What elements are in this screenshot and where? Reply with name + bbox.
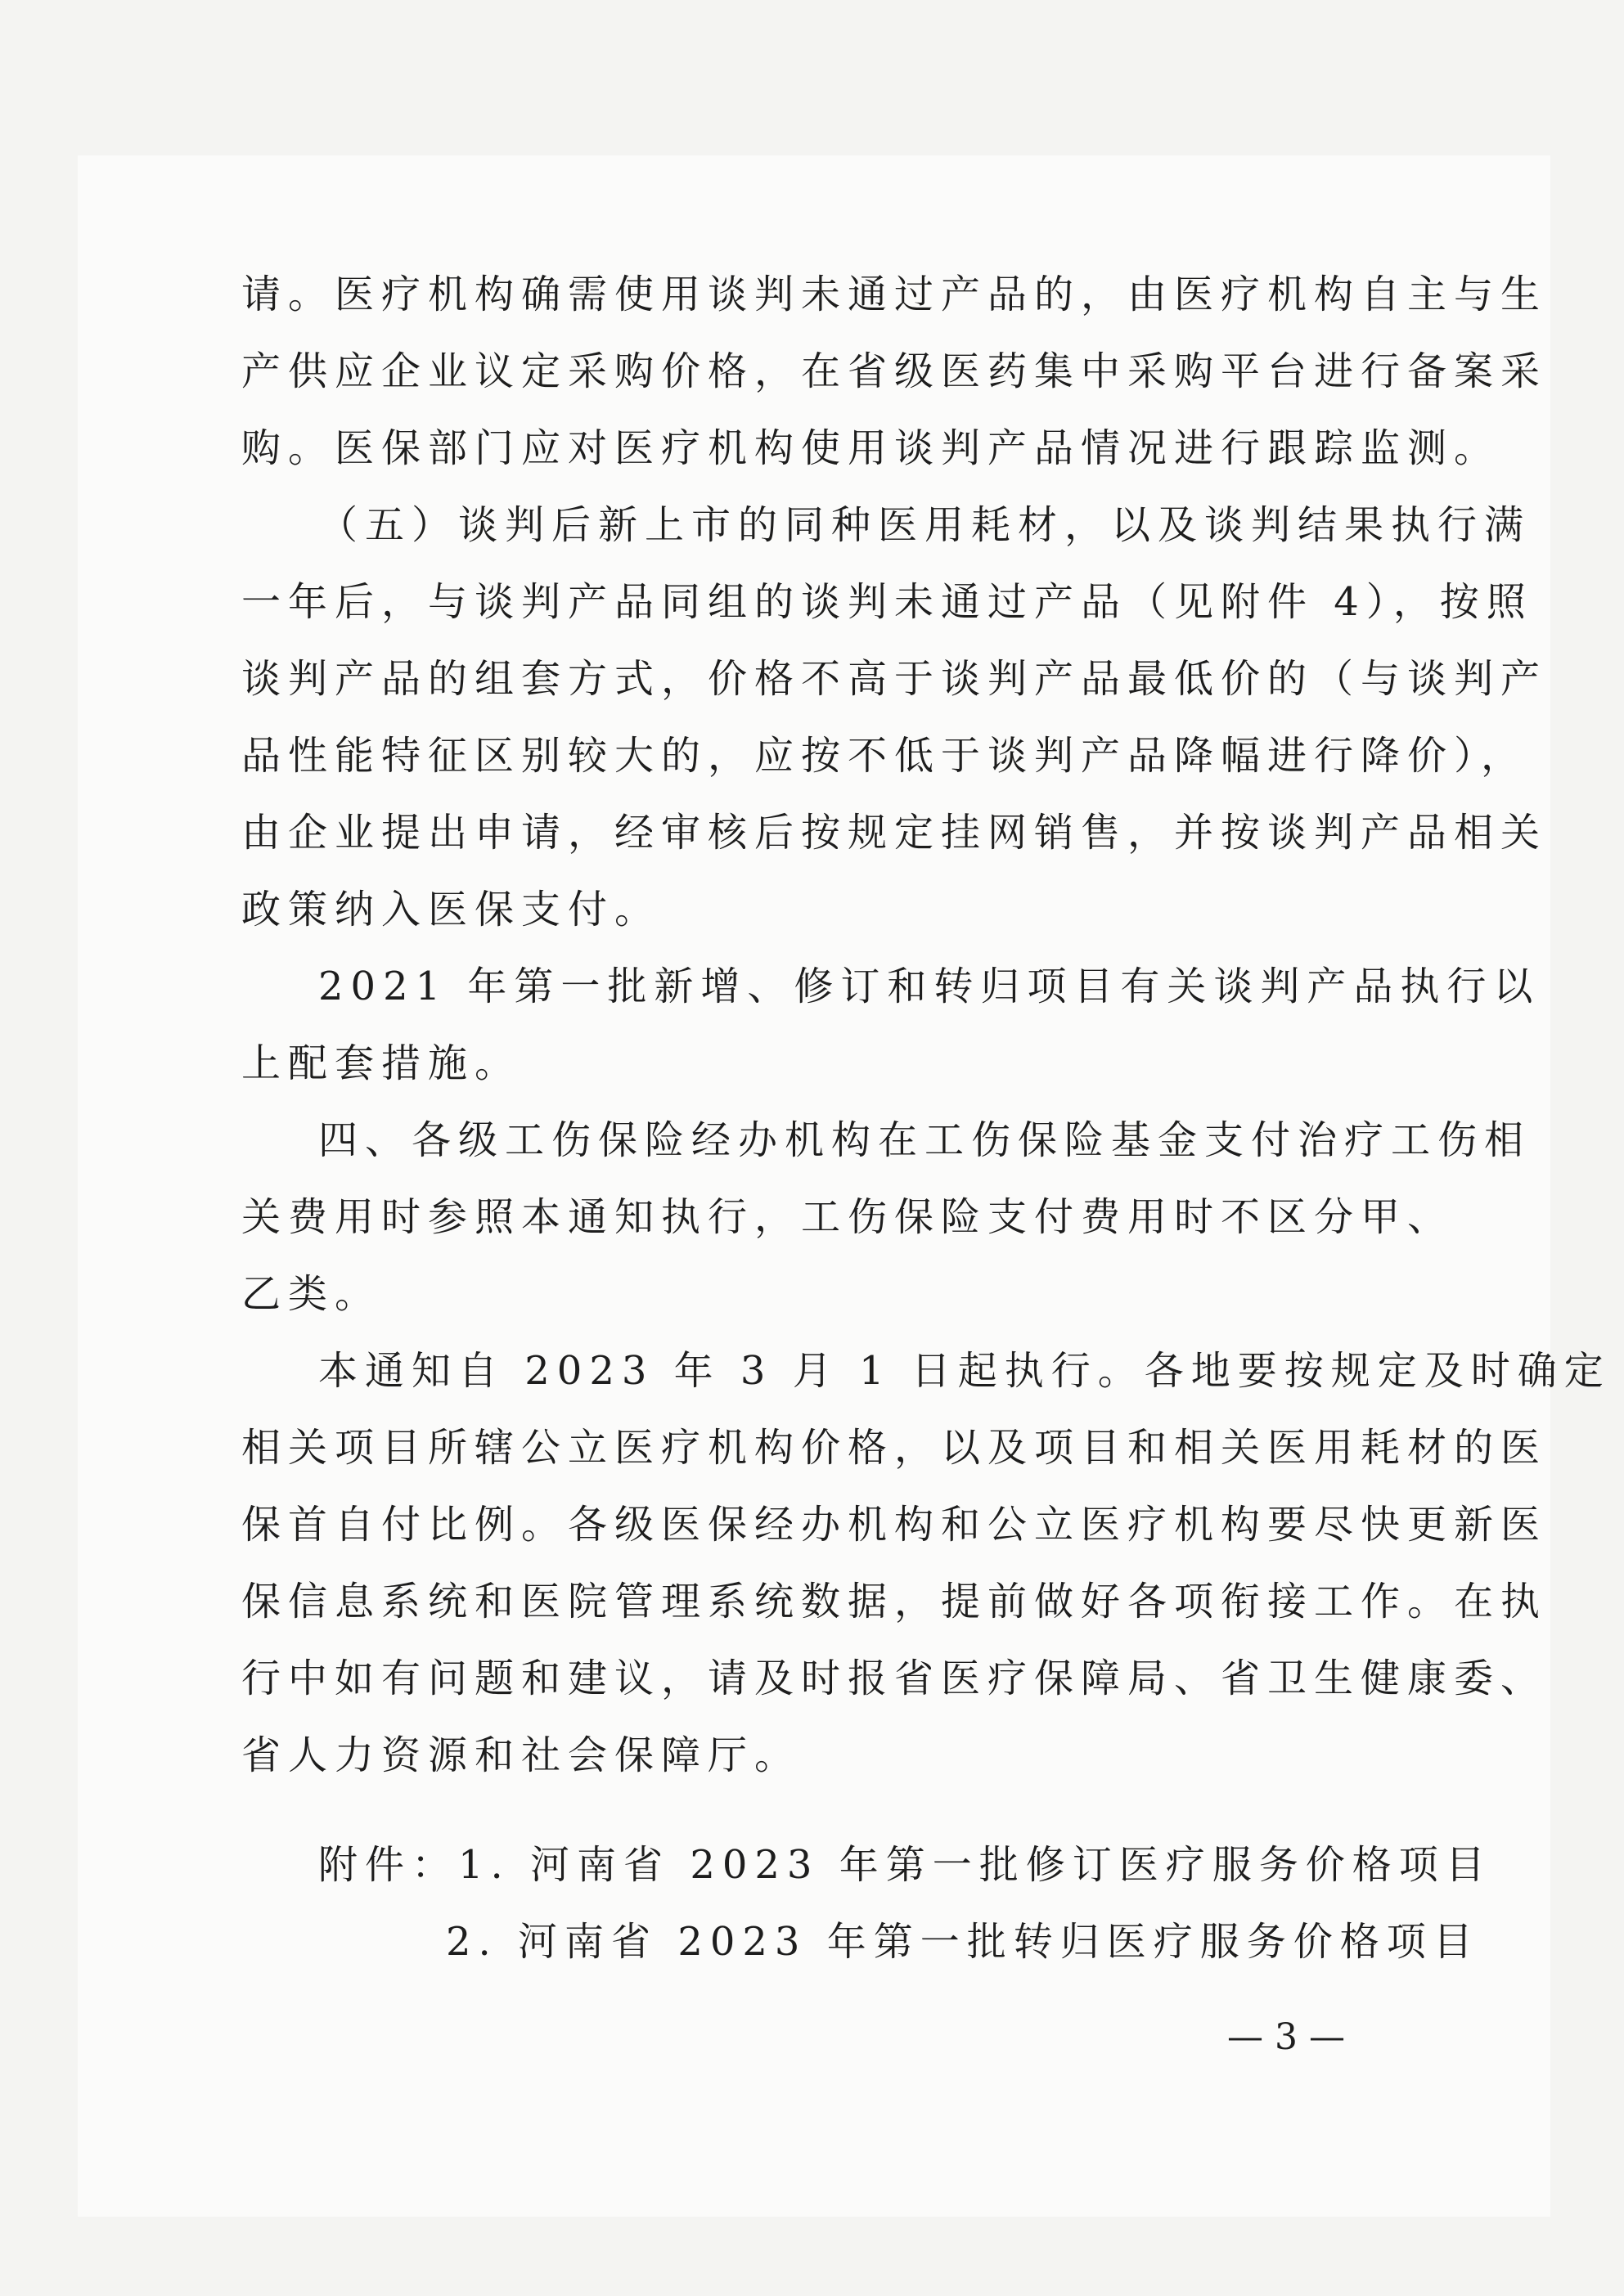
text-line: 一年后，与谈判产品同组的谈判未通过产品（见附件 4），按照 xyxy=(241,579,1533,625)
text-line: 四、各级工伤保险经办机构在工伤保险基金支付治疗工伤相 xyxy=(318,1117,1532,1163)
text-line: 保首自付比例。各级医保经办机构和公立医疗机构要尽快更新医 xyxy=(241,1502,1548,1548)
text-line: 上配套措施。 xyxy=(241,1040,522,1086)
text-line: 本通知自 2023 年 3 月 1 日起执行。各地要按规定及时确定 xyxy=(318,1348,1611,1394)
text-line: 谈判产品的组套方式，价格不高于谈判产品最低价的（与谈判产 xyxy=(241,656,1548,702)
text-line: 保信息系统和医院管理系统数据，提前做好各项衔接工作。在执 xyxy=(241,1579,1548,1624)
text-line: 产供应企业议定采购价格，在省级医药集中采购平台进行备案采 xyxy=(241,348,1548,394)
text-line: 由企业提出申请，经审核后按规定挂网销售，并按谈判产品相关 xyxy=(241,810,1548,856)
document-page xyxy=(78,155,1611,2217)
text-line: 相关项目所辖公立医疗机构价格，以及项目和相关医用耗材的医 xyxy=(241,1425,1548,1471)
text-line: 请。医疗机构确需使用谈判未通过产品的，由医疗机构自主与生 xyxy=(241,272,1548,317)
text-line: 政策纳入医保支付。 xyxy=(241,887,662,932)
text-line: 购。医保部门应对医疗机构使用谈判产品情况进行跟踪监测。 xyxy=(241,425,1501,471)
text-line: 关费用时参照本通知执行，工伤保险支付费用时不区分甲、 xyxy=(241,1194,1455,1240)
attachment-line-2: 2. 河南省 2023 年第一批转归医疗服务价格项目 xyxy=(446,1919,1480,1965)
text-line: （五）谈判后新上市的同种医用耗材，以及谈判结果执行满 xyxy=(318,502,1532,548)
text-line: 乙类。 xyxy=(241,1271,382,1317)
text-line: 省人力资源和社会保障厅。 xyxy=(241,1732,802,1778)
page-number: — 3 — xyxy=(1227,2016,1345,2058)
text-line: 行中如有问题和建议，请及时报省医疗保障局、省卫生健康委、 xyxy=(241,1656,1548,1701)
attachment-line-1: 附件：1. 河南省 2023 年第一批修订医疗服务价格项目 xyxy=(318,1842,1492,1888)
text-line: 品性能特征区别较大的，应按不低于谈判产品降幅进行降价）， xyxy=(241,733,1528,779)
text-line: 2021 年第一批新增、修订和转归项目有关谈判产品执行以 xyxy=(318,964,1541,1009)
